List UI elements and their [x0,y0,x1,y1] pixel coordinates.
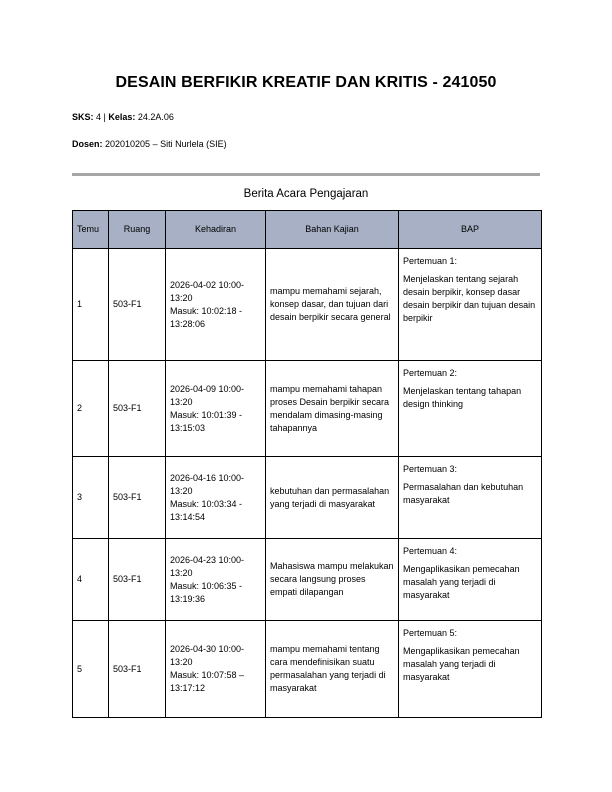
cell-temu: 1 [73,249,109,361]
cell-kehadiran [166,361,266,457]
cell-bahan-kajian: Mahasiswa mampu melakukan secara langsung proses empati dilapangan [266,539,399,621]
cell-ruang: 503-F1 [109,361,166,457]
table-row [73,457,542,539]
bap-title: Pertemuan 3: [403,464,458,474]
table-title: Berita Acara Pengajaran [243,188,369,200]
table-row [73,249,542,361]
cell-ruang: 503-F1 [109,249,166,361]
cell-kehadiran [166,621,266,718]
cell-ruang: 503-F1 [109,621,166,718]
section-divider [72,173,540,176]
kelas-label: Kelas: [108,112,136,122]
bap-title: Pertemuan 1: [403,256,458,266]
table-row [73,361,542,457]
cell-bap [399,621,542,718]
cell-temu: 2 [73,361,109,457]
bap-text: Menjelaskan tentang tahapan design thinking [403,386,522,409]
table-header-row [73,211,542,249]
sks-label: SKS: [72,112,94,122]
cell-ruang: 503-F1 [109,539,166,621]
table-row [73,621,542,718]
header-ruang: Ruang [109,211,166,249]
cell-bap [399,539,542,621]
bap-text: Menjelaskan tentang sejarah desain berpikir, konsep dasar desain berpikir dan tujuan desain berpikir [403,274,536,323]
dosen-label: Dosen: [72,139,103,149]
cell-bap [399,249,542,361]
cell-ruang: 503-F1 [109,457,166,539]
document-title: DESAIN BERFIKIR KREATIF DAN KRITIS - 241050 [115,74,497,91]
cell-bap [399,361,542,457]
cell-kehadiran [166,249,266,361]
kehadiran-text: 2026-04-09 10:00-13:20 Masuk: 10:01:39 - 13:15:03 [170,383,245,433]
table-row [73,539,542,621]
bap-title: Pertemuan 5: [403,628,458,638]
cell-temu: 3 [73,457,109,539]
lecturer-meta [72,139,227,149]
bap-text: Mengaplikasikan pemecahan masalah yang terjadi di masyarakat [403,564,520,600]
dosen-value: 202010205 – Siti Nurlela (SIE) [102,139,227,149]
sks-value: 4 | [93,112,109,122]
header-bahan-kajian: Bahan Kajian [266,211,399,249]
kehadiran-text: 2026-04-23 10:00-13:20 Masuk: 10:06:35 - 13:19:36 [170,554,245,604]
cell-bap [399,457,542,539]
kehadiran-text: 2026-04-02 10:00-13:20 Masuk: 10:02:18 - 13:28:06 [170,279,245,329]
cell-bahan-kajian: mampu memahami tahapan proses Desain berpikir secara mendalam dimasing-masing tahapannya [266,361,399,457]
header-temu: Temu [73,211,109,249]
course-meta [72,112,174,122]
kelas-value: 24.2A.06 [135,112,174,122]
cell-bahan-kajian: kebutuhan dan permasalahan yang terjadi di masyarakat [266,457,399,539]
header-kehadiran: Kehadiran [166,211,266,249]
bap-title: Pertemuan 4: [403,546,458,556]
cell-temu: 4 [73,539,109,621]
cell-kehadiran [166,457,266,539]
bap-text: Permasalahan dan kebutuhan masyarakat [403,482,524,505]
bap-text: Mengaplikasikan pemecahan masalah yang terjadi di masyarakat [403,646,520,682]
kehadiran-text: 2026-04-30 10:00-13:20 Masuk: 10:07:58 – 13:17:12 [170,644,245,693]
bap-title: Pertemuan 2: [403,368,458,378]
bap-table [72,210,542,718]
cell-bahan-kajian: mampu memahami sejarah, konsep dasar, dan tujuan dari desain berpikir secara general [266,249,399,361]
kehadiran-text: 2026-04-16 10:00-13:20 Masuk: 10:03:34 - 13:14:54 [170,472,245,522]
header-bap: BAP [399,211,542,249]
cell-kehadiran [166,539,266,621]
cell-bahan-kajian: mampu memahami tentang cara mendefinisikan suatu permasalahan yang terjadi di masyarakat [266,621,399,718]
cell-temu: 5 [73,621,109,718]
